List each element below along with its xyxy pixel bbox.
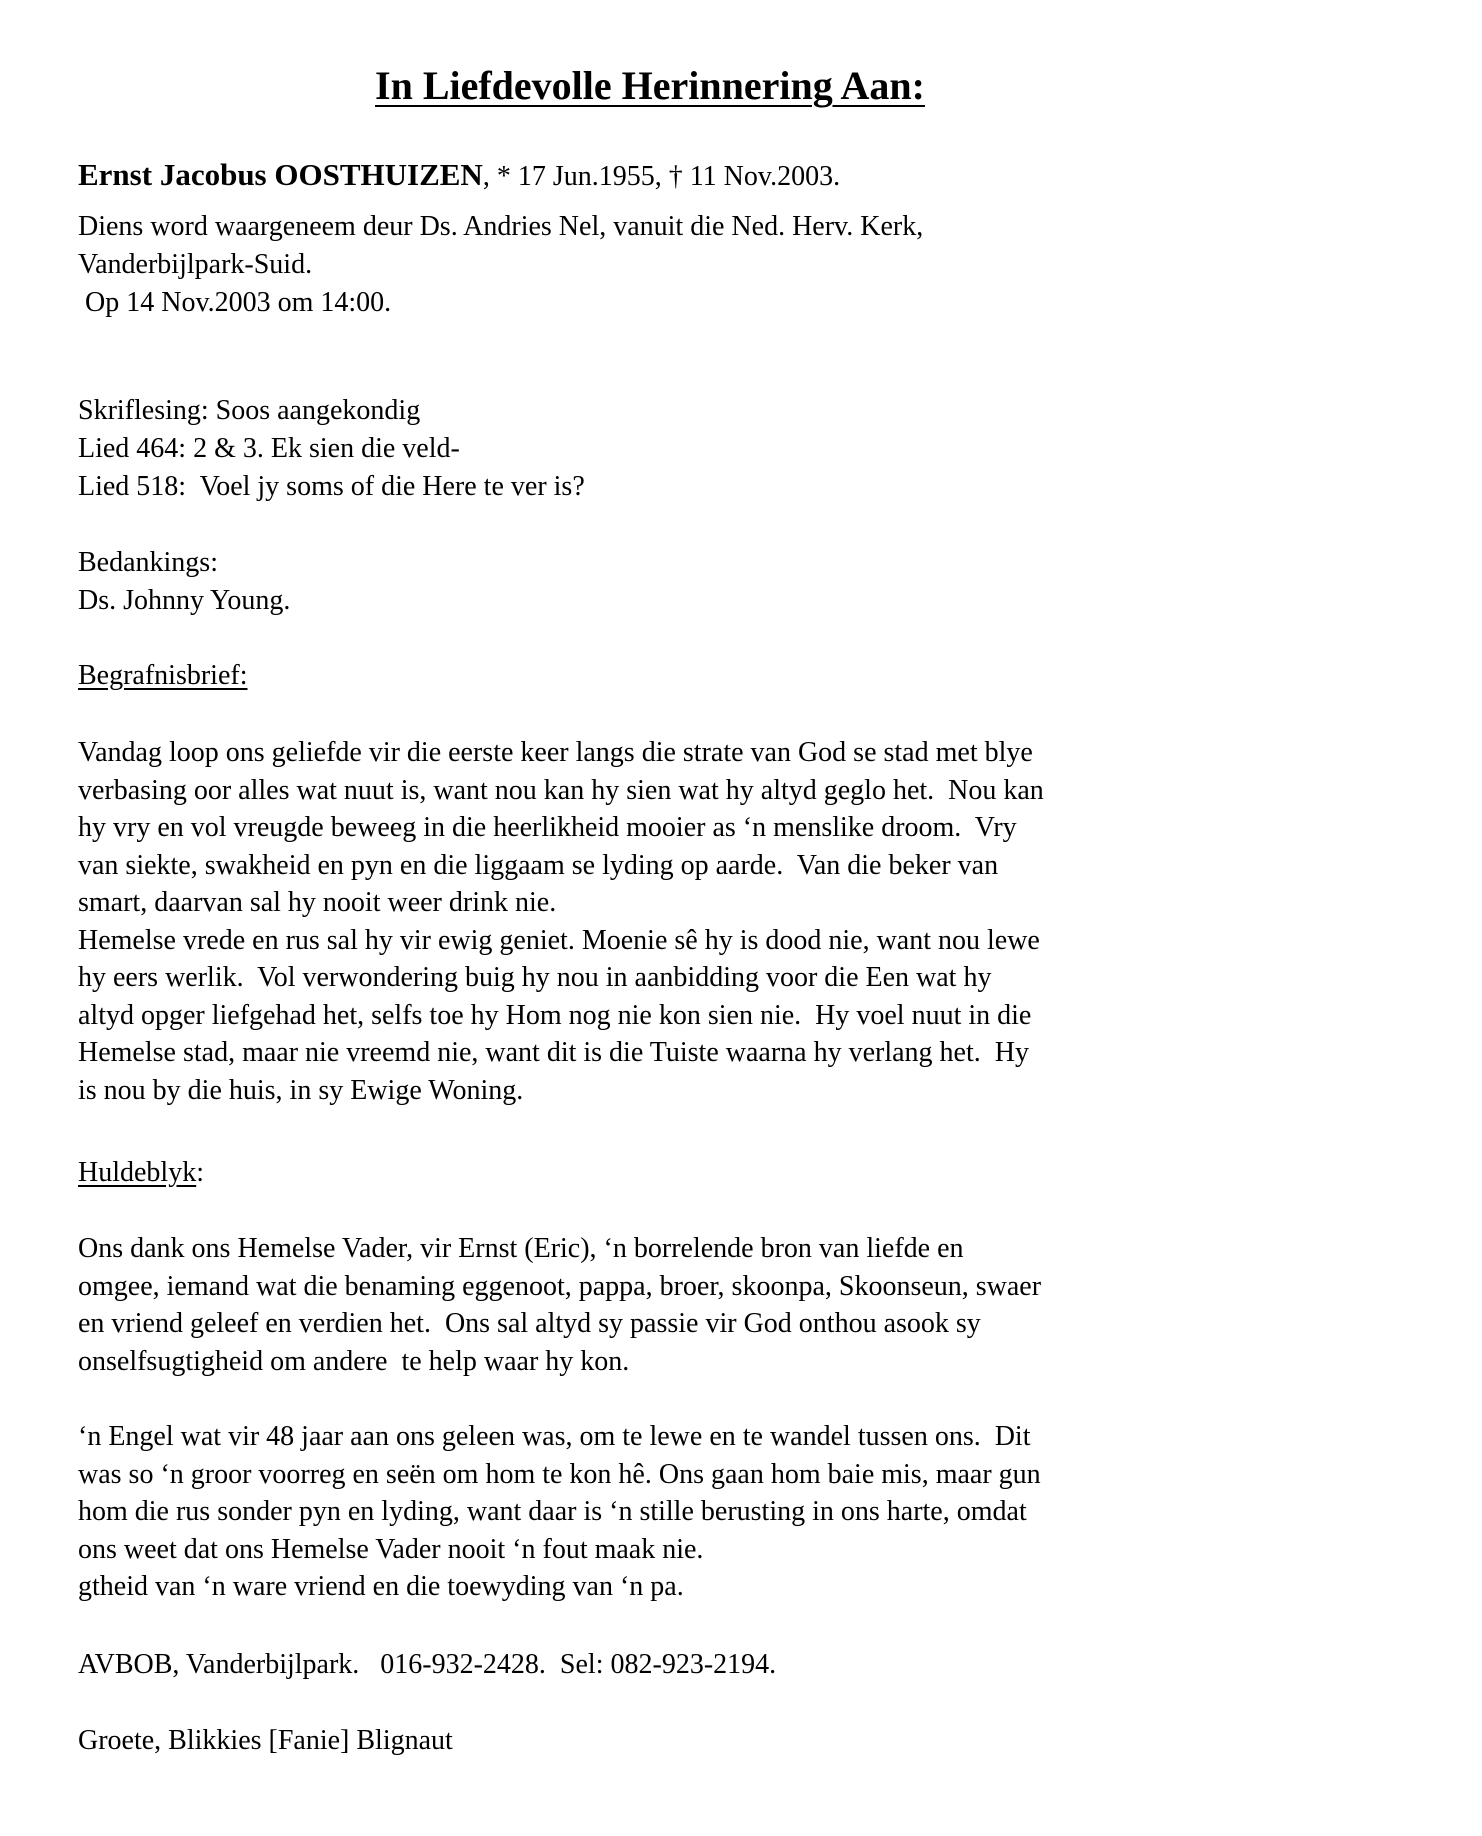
paragraph-line: ‘n Engel wat vir 48 jaar aan ons geleen was, om te lewe en te wandel tussen ons. Dit	[78, 1421, 1031, 1452]
paragraph-line: ons weet dat ons Hemelse Vader nooit ‘n fout maak nie.	[78, 1533, 704, 1565]
thanks	[78, 544, 290, 620]
section-title-colon: :	[196, 1157, 204, 1188]
contact-details: AVBOB, Vanderbijlpark. 016-932-2428. Sel: 082-923-2194.	[78, 1649, 777, 1680]
thanks-label: Bedankings:	[78, 547, 218, 578]
paragraph-line: onselfsugtigheid om andere te help waar hy kon.	[78, 1345, 630, 1377]
reading-line: Skriflesing: Soos aangekondig	[78, 395, 421, 426]
deceased-line	[78, 157, 840, 193]
paragraph-line: gtheid van ‘n ware vriend en die toewyding van ‘n pa.	[78, 1571, 684, 1602]
deceased-name: Ernst Jacobus OOSTHUIZEN	[78, 157, 483, 192]
contact-line	[78, 1646, 776, 1684]
closing-line	[78, 1722, 453, 1760]
paragraph-line: is nou by die huis, in sy Ewige Woning.	[78, 1074, 524, 1106]
service-time: Op 14 Nov.2003 om 14:00.	[78, 287, 392, 318]
service-line: Vanderbijlpark-Suid.	[78, 249, 313, 280]
hymn-line: Lied 518: Voel jy soms of die Here te ver is?	[78, 471, 585, 502]
paragraph-line: Hemelse vrede en rus sal hy vir ewig geniet. Moenie sê hy is dood nie, want nou lewe	[78, 924, 1040, 956]
paragraph-line: Ons dank ons Hemelse Vader, vir Ernst (Eric), ‘n borrelende bron van liefde en	[78, 1233, 964, 1264]
paragraph-line: hy vry en vol vreugde beweeg in die heerlikheid mooier as ‘n menslike droom. Vry	[78, 812, 1017, 843]
begrafnisbrief-body	[78, 734, 1044, 1109]
paragraph-line: hy eers werlik. Vol verwondering buig hy nou in aanbidding voor die Een wat hy	[78, 962, 992, 993]
page-title: In Liefdevolle Herinnering Aan:	[375, 63, 925, 108]
service-line: Diens word waargeneem deur Ds. Andries Nel, vanuit die Ned. Herv. Kerk,	[78, 211, 924, 242]
paragraph-line: smart, daarvan sal hy nooit weer drink nie.	[78, 887, 557, 918]
paragraph-line: omgee, iemand wat die benaming eggenoot, pappa, broer, skoonpa, Skoonseun, swaer	[78, 1270, 1042, 1302]
paragraph-line: hom die rus sonder pyn en lyding, want daar is ‘n stille berusting in ons harte, omdat	[78, 1496, 1027, 1527]
begrafnisbrief-heading	[78, 657, 248, 695]
service-details	[78, 208, 923, 322]
paragraph-line: en vriend geleef en verdien het. Ons sal altyd sy passie vir God onthou asook sy	[78, 1308, 981, 1339]
huldeblyk-paragraph-2	[78, 1418, 1041, 1606]
paragraph-line: Vandag loop ons geliefde vir die eerste keer langs die strate van God se stad met blye	[78, 737, 1033, 768]
section-title: Huldeblyk	[78, 1157, 197, 1188]
paragraph-line: van siekte, swakheid en pyn en die liggaam se lyding op aarde. Van die beker van	[78, 849, 999, 881]
paragraph-line: altyd opger liefgehad het, selfs toe hy Hom nog nie kon sien nie. Hy voel nuut in die	[78, 999, 1032, 1031]
huldeblyk-heading	[78, 1154, 204, 1192]
paragraph-line: Hemelse stad, maar nie vreemd nie, want dit is die Tuiste waarna hy verlang het. Hy	[78, 1037, 1029, 1068]
readings	[78, 392, 585, 506]
section-title: Begrafnisbrief:	[78, 660, 248, 691]
deceased-dates: , * 17 Jun.1955, † 11 Nov.2003.	[482, 161, 841, 192]
paragraph-line: was so ‘n groor voorreg en seën om hom te kon hê. Ons gaan hom baie mis, maar gun	[78, 1458, 1041, 1490]
hymn-line: Lied 464: 2 & 3. Ek sien die veld-	[78, 433, 460, 464]
signature-text: Groete, Blikkies [Fanie] Blignaut	[78, 1725, 453, 1756]
thanks-name: Ds. Johnny Young.	[78, 585, 291, 616]
paragraph-line: verbasing oor alles wat nuut is, want nou kan hy sien wat hy altyd geglo het. Nou kan	[78, 774, 1044, 806]
huldeblyk-paragraph-1	[78, 1230, 1041, 1380]
